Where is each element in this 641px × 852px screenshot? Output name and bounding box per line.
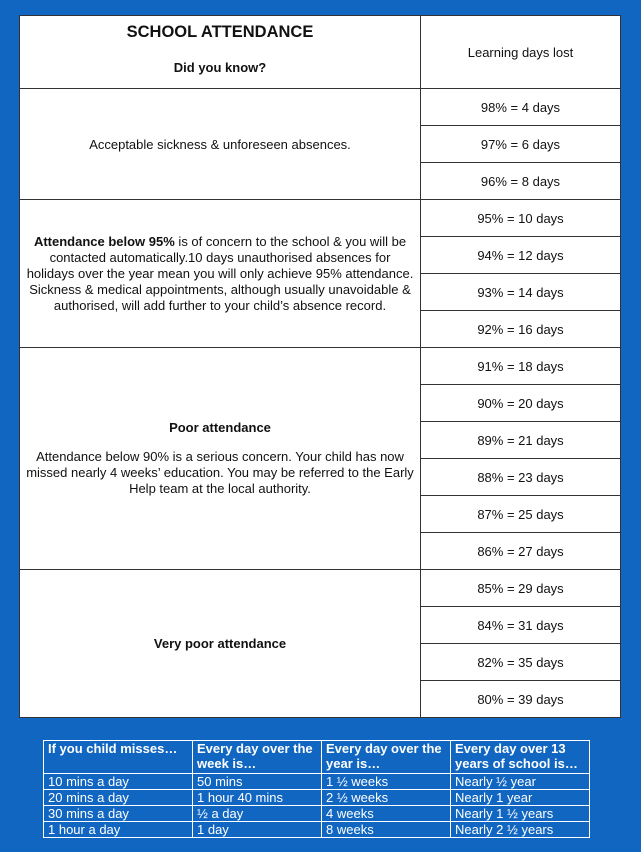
days-lost-cell: 98% = 4 days — [421, 89, 621, 126]
header-row — [20, 16, 621, 89]
table-row — [20, 348, 621, 385]
days-lost-cell: 96% = 8 days — [421, 163, 621, 200]
days-lost-cell: 86% = 27 days — [421, 533, 621, 570]
days-lost-cell: 93% = 14 days — [421, 274, 621, 311]
days-lost-cell: 82% = 35 days — [421, 644, 621, 681]
misses-cell: Nearly 2 ½ years — [451, 822, 590, 838]
acceptable-section: Acceptable sickness & unforeseen absences. — [20, 89, 421, 200]
misses-cell: Nearly 1 ½ years — [451, 806, 590, 822]
days-lost-cell: 95% = 10 days — [421, 200, 621, 237]
table-row — [20, 200, 621, 237]
very-poor-section: Very poor attendance — [20, 570, 421, 718]
days-lost-cell: 89% = 21 days — [421, 422, 621, 459]
misses-cell: 1 day — [193, 822, 322, 838]
days-lost-cell: 92% = 16 days — [421, 311, 621, 348]
misses-table — [43, 740, 590, 838]
days-lost-cell: 94% = 12 days — [421, 237, 621, 274]
misses-cell: 30 mins a day — [44, 806, 193, 822]
misses-cell: 50 mins — [193, 774, 322, 790]
days-lost-cell: 97% = 6 days — [421, 126, 621, 163]
concern-text — [20, 234, 420, 314]
table-row — [44, 790, 590, 806]
table-row — [20, 89, 621, 126]
misses-header-row — [44, 741, 590, 774]
misses-cell: 10 mins a day — [44, 774, 193, 790]
days-lost-cell: 87% = 25 days — [421, 496, 621, 533]
misses-header-cell: Every day over 13 years of school is… — [451, 741, 590, 774]
days-lost-cell: 84% = 31 days — [421, 607, 621, 644]
concern-body: is of concern to the school & you will be contacted automatically.10 days unauthorised absences for holidays over the year mean you will only achieve 95% attendance. Sickness & medical appointments, although usually unavoidable & authorised, will add further to your child’s absence record. — [26, 233, 414, 313]
days-lost-cell: 80% = 39 days — [421, 681, 621, 718]
misses-cell: Nearly 1 year — [451, 790, 590, 806]
table-row — [44, 822, 590, 838]
poor-text: Attendance below 90% is a serious concern. Your child has now missed nearly 4 weeks’ education. You may be referred to the Early Help team at the local authority. — [26, 449, 414, 496]
misses-cell: Nearly ½ year — [451, 774, 590, 790]
misses-cell: 2 ½ weeks — [322, 790, 451, 806]
attendance-table — [19, 15, 621, 718]
misses-cell: 1 hour a day — [44, 822, 193, 838]
misses-cell: 4 weeks — [322, 806, 451, 822]
concern-bold-lead: Attendance below 95% — [33, 233, 175, 249]
days-lost-cell: 85% = 29 days — [421, 570, 621, 607]
table-row — [44, 806, 590, 822]
days-lost-cell: 90% = 20 days — [421, 385, 621, 422]
misses-header-cell: Every day over the year is… — [322, 741, 451, 774]
misses-cell: ½ a day — [193, 806, 322, 822]
misses-cell: 1 ½ weeks — [322, 774, 451, 790]
misses-cell: 20 mins a day — [44, 790, 193, 806]
page-subtitle: Did you know? — [173, 60, 267, 75]
table-row — [44, 774, 590, 790]
misses-header-cell: If you child misses… — [44, 741, 193, 774]
misses-cell: 1 hour 40 mins — [193, 790, 322, 806]
page-title: SCHOOL ATTENDANCE — [126, 23, 314, 41]
concern-section — [20, 200, 421, 348]
days-lost-header: Learning days lost — [421, 16, 621, 89]
poor-section — [20, 348, 421, 570]
misses-cell: 8 weeks — [322, 822, 451, 838]
days-lost-cell: 91% = 18 days — [421, 348, 621, 385]
days-lost-cell: 88% = 23 days — [421, 459, 621, 496]
misses-header-cell: Every day over the week is… — [193, 741, 322, 774]
header-cell — [20, 16, 421, 89]
poor-heading: Poor attendance — [169, 420, 271, 435]
table-row — [20, 570, 621, 607]
